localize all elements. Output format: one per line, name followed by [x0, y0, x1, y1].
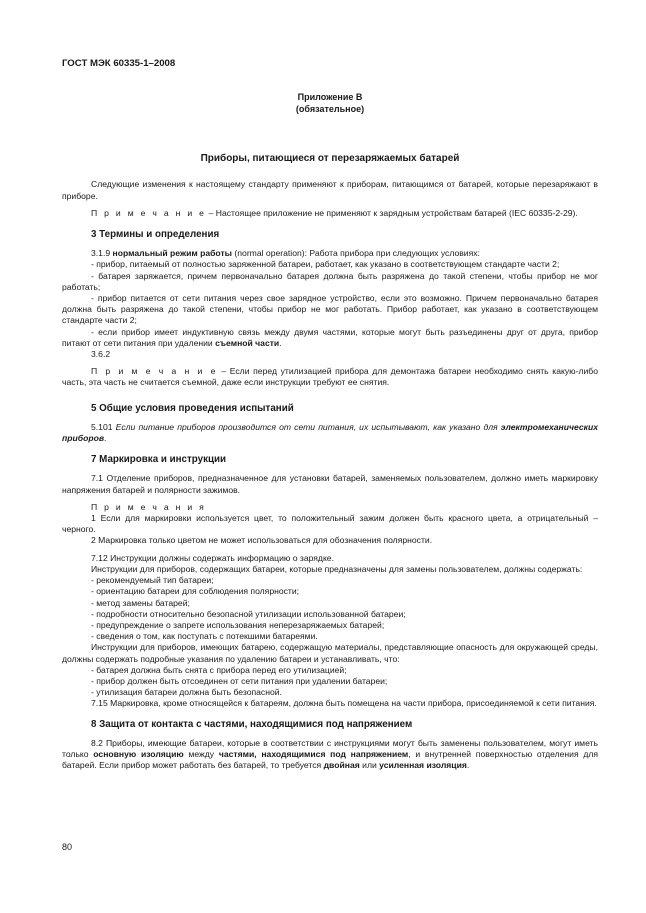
- appendix-label: Приложение В: [297, 92, 363, 103]
- note-text: – Настоящее приложение не применяют к зарядным устройствам батарей (IEC 60335-2-29).: [206, 207, 578, 218]
- document-page: [62, 58, 598, 771]
- list-item: - прибор должен быть отсоединен от сети питания при удалении батареи;: [91, 675, 388, 686]
- clause-term: усиленная изоляция: [379, 760, 467, 771]
- page-number: 80: [62, 842, 73, 852]
- clause-end: .: [104, 433, 107, 444]
- clause-term: электромеханических приборов: [62, 421, 598, 444]
- subclause-3-6-2: 3.6.2: [91, 349, 111, 360]
- appendix-title: Приборы, питающиеся от перезаряжаемых батарей: [200, 153, 460, 165]
- clause-7-15: 7.15 Маркировка, кроме относящейся к батареям, должна быть помещена на части прибора, присоединяемой к сети питания.: [91, 698, 597, 709]
- section-3-heading: 3 Термины и определения: [91, 229, 220, 241]
- section-5-heading: 5 Общие условия проведения испытаний: [91, 402, 294, 414]
- clause-number: 5.101: [91, 421, 116, 432]
- clause-text: .: [466, 760, 470, 771]
- list-item: - подробности относительно безопасной утилизации использованной батареи;: [91, 608, 406, 619]
- note-text: – Если перед утилизацией прибора для демонтажа батареи необходимо снять какую-либо часть, эта часть не считается съемной, даже если инструкции требуют ее снятия.: [62, 366, 599, 388]
- term-item-4-bold: съемной части: [215, 337, 280, 348]
- note-1: 1 Если для маркировки используется цвет, то положительный зажим должен быть красного цвета, а отрицательный – черного.: [62, 513, 598, 535]
- section-7-heading: 7 Маркировка и инструкции: [91, 454, 227, 466]
- list-item: - предупреждение о запрете использования неперезаряжаемых батарей;: [91, 619, 385, 630]
- clause-text: или: [359, 760, 380, 771]
- term-name: нормальный режим работы: [112, 248, 233, 259]
- term-item-4-end: .: [279, 337, 282, 348]
- clause-8-2: [62, 738, 598, 772]
- section-8-heading: 8 Защита от контакта с частями, находящимися под напряжением: [91, 718, 413, 730]
- standard-header: ГОСТ МЭК 60335-1–2008: [62, 58, 176, 69]
- section-3-note: [62, 366, 598, 388]
- clause-term: частями, находящимися под напряжением: [218, 748, 409, 759]
- clause-text: 8.2 Приборы, имеющие батареи, которые в соответствии с инструкциями могут быть заменены пользователем, могут иметь только: [62, 737, 598, 759]
- clause-term: основную изоляцию: [93, 748, 184, 759]
- term-item-2: - батарея заряжается, причем первоначально батарея должна быть разряжена до такой степени, чтобы прибор не мог работать;: [62, 270, 598, 292]
- note-label: П р и м е ч а н и е: [91, 207, 207, 218]
- intro-paragraph: Следующие изменения к настоящему стандарту применяют к приборам, питающимся от батарей, которые перезаряжают в приборе.: [62, 179, 598, 201]
- list-item: - сведения о том, как поступать с потекшими батареями.: [91, 631, 318, 642]
- note-label: П р и м е ч а н и е: [91, 366, 218, 377]
- term-number: 3.1.9: [91, 248, 113, 259]
- appendix-status: (обязательное): [295, 104, 365, 115]
- term-item-4: [62, 327, 598, 349]
- section-5-paragraph: [62, 422, 598, 444]
- clause-text: , и внутренней поверхностью отделения для батарей. Если прибор может работать без батарей, то требуется: [62, 748, 599, 771]
- list-item: - утилизация батареи должна быть безопасной.: [91, 687, 282, 698]
- appendix-heading: [62, 91, 598, 115]
- list-item: - ориентацию батареи для соблюдения полярности;: [91, 586, 300, 597]
- note-2: 2 Маркировка только цветом не может использоваться для обозначения полярности.: [91, 535, 433, 546]
- term-item-4-text: - если прибор имеет индуктивную связь между двумя частями, которые могут быть разъединены друг от друга, прибор питают от сети питания при удалении: [62, 326, 598, 348]
- clause-7-12: 7.12 Инструкции должны содержать информацию о зарядке.: [91, 552, 334, 563]
- term-item-1: - прибор, питаемый от полностью заряженной батареи, работает, как указано в соответствующем стандарте части 2;: [91, 259, 560, 270]
- clause-text: между: [183, 748, 219, 759]
- clause-7-12-b: Инструкции для приборов, содержащих батареи, которые предназначены для замены пользователем, должны содержать:: [91, 563, 583, 574]
- clause-7-1: 7.1 Отделение приборов, предназначенное для установки батарей, заменяемых пользователем, должно иметь маркировку напряжения батарей и полярности зажимов.: [62, 473, 598, 495]
- clause-term: двойная: [323, 760, 360, 771]
- list-item: - рекомендуемый тип батареи;: [91, 575, 214, 586]
- notes-label: П р и м е ч а н и я: [91, 501, 207, 512]
- term-description: (normal operation): Работа прибора при следующих условиях:: [232, 248, 480, 259]
- clause-text: Если питание приборов производится от сети питания, их испытывают, как указано для: [115, 421, 501, 432]
- term-definition: [62, 248, 598, 259]
- note-paragraph: [62, 208, 598, 219]
- clause-7-12-c: Инструкции для приборов, имеющих батарею, содержащую материалы, представляющие опасность для окружающей среды, должны содержать подробные указания по удалению батареи и устанавливать, что:: [62, 642, 598, 664]
- list-item: - батарея должна быть снята с прибора перед его утилизацией;: [91, 664, 347, 675]
- term-item-3: - прибор питается от сети питания через свое зарядное устройство, если это возможно. Причем первоначально батарея должна быть разряжена до такой степени, чтобы прибор не мог работать. Прибор работает, как указано в соответствующем стандарте части 2;: [62, 293, 598, 326]
- list-item: - метод замены батарей;: [91, 597, 190, 608]
